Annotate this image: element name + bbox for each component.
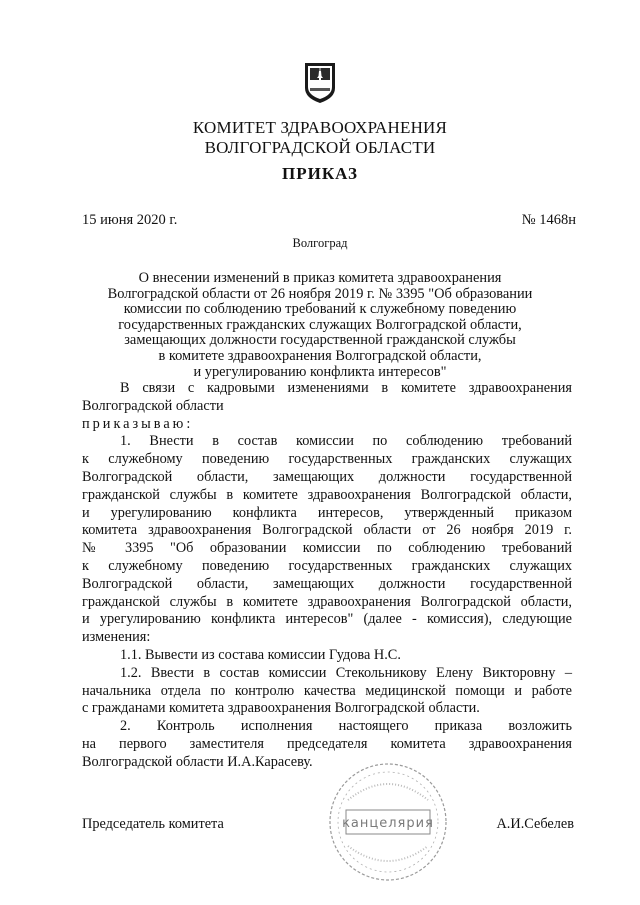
item1-2-line: 1.2. Ввести в состав комиссии Стекольникову Елену Викторовну – — [120, 664, 572, 681]
item1-line: изменения: — [82, 629, 151, 646]
item1-line: № 3395 "Об образовании комиссии по соблюдению требований — [82, 540, 572, 557]
subject-line: Волгоградской области от 26 ноября 2019 г. № 3395 "Об образовании — [107, 285, 533, 302]
item1-line: и урегулированию конфликта интересов, утвержденный приказом — [82, 504, 572, 521]
signer-title: Председатель комитета — [82, 816, 224, 832]
office-stamp — [326, 760, 450, 884]
stamp-label: канцелярия — [342, 816, 434, 831]
committee-name-line2: ВОЛГОГРАДСКОЙ ОБЛАСТИ — [204, 138, 436, 157]
subject-line: О внесении изменений в приказ комитета здравоохранения — [138, 270, 502, 286]
item1-2-line: с гражданами комитета здравоохранения Волгоградской области. — [82, 700, 480, 717]
item1-line: Волгоградской области, замещающих должности государственной — [82, 575, 572, 592]
committee-name-line1: КОМИТЕТ ЗДРАВООХРАНЕНИЯ — [192, 118, 448, 137]
item1-1-line: 1.1. Вывести из состава комиссии Гудова Н.С. — [120, 646, 401, 663]
item1-2-line: начальника отдела по контролю качества медицинской помощи и работе — [82, 682, 572, 699]
subject-line: комиссии по соблюдению требований к служебному поведению — [123, 301, 517, 318]
item1-line: комитета здравоохранения Волгоградской области от 26 ноября 2019 г. — [82, 522, 572, 539]
signer-name: А.И.Себелев — [496, 816, 574, 832]
document-subject — [60, 271, 580, 380]
document-body — [82, 380, 572, 772]
item1-line: Волгоградской области, замещающих должности государственной — [82, 468, 572, 485]
document-city: Волгоград — [292, 236, 348, 250]
volgograd-coat-of-arms-icon — [304, 62, 336, 104]
item1-line: гражданской службы в комитете здравоохранения Волгоградской области, — [82, 593, 572, 610]
subject-line: в комитете здравоохранения Волгоградской области, — [158, 347, 482, 364]
item1-line: к служебному поведению государственных гражданских служащих — [82, 557, 572, 574]
item2-line: Волгоградской области И.А.Карасеву. — [82, 753, 313, 770]
item2-line: на первого заместителя председателя комитета здравоохранения — [82, 735, 572, 752]
item2-line: 2. Контроль исполнения настоящего приказа возложить — [120, 718, 572, 735]
subject-line: и урегулированию конфликта интересов" — [193, 363, 447, 380]
item1-line: и урегулированию конфликта интересов" (далее - комиссия), следующие — [82, 611, 572, 628]
subject-line: замещающих должности государственной гражданской службы — [124, 332, 516, 349]
preamble-line: В связи с кадровыми изменениями в комитете здравоохранения — [120, 380, 572, 396]
document-type: ПРИКАЗ — [282, 164, 358, 183]
item1-line: гражданской службы в комитете здравоохранения Волгоградской области, — [82, 486, 572, 503]
subject-line: государственных гражданских служащих Волгоградской области, — [118, 316, 522, 333]
preamble-line: Волгоградской области — [82, 397, 224, 414]
order-word: приказываю: — [82, 415, 194, 432]
document-number: № 1468н — [521, 212, 576, 228]
item1-line: к служебному поведению государственных гражданских служащих — [82, 451, 572, 468]
document-date: 15 июня 2020 г. — [82, 212, 178, 228]
item1-line: 1. Внести в состав комиссии по соблюдению требований — [120, 433, 572, 450]
